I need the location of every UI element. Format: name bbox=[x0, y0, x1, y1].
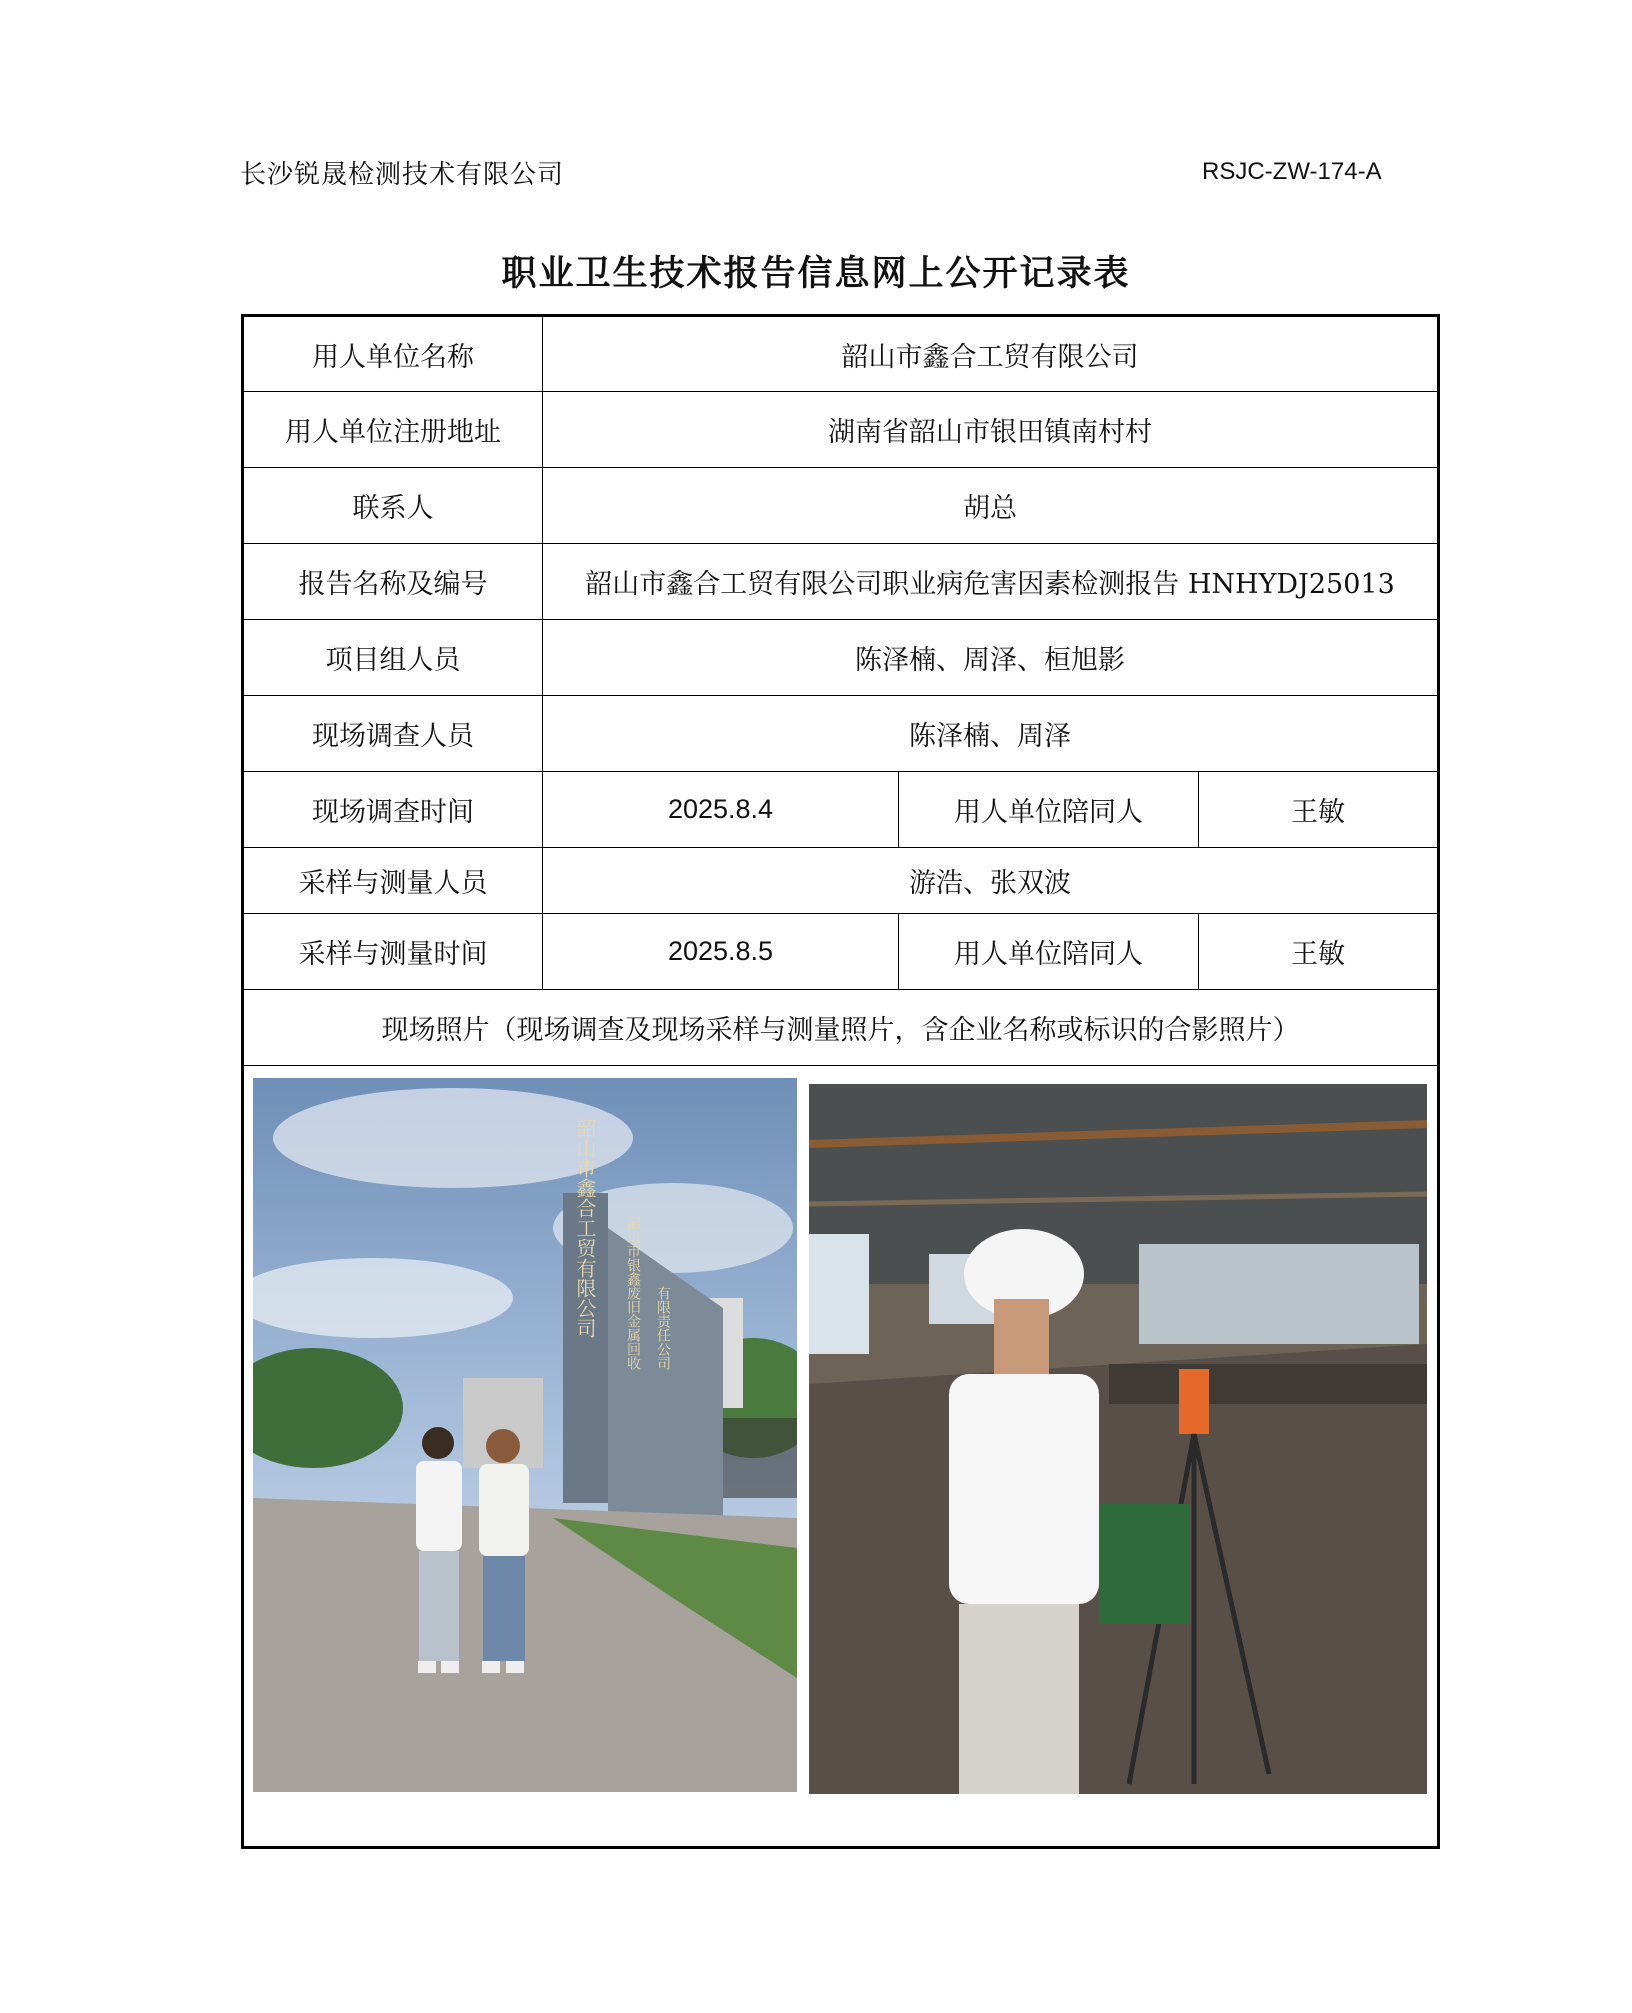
row-value: 湖南省韶山市银田镇南村村 bbox=[543, 392, 1439, 468]
sign-text-tertiary: 有限责任公司 bbox=[655, 1286, 671, 1370]
row-value: 陈泽楠、周泽、桓旭影 bbox=[543, 620, 1439, 696]
row-value: 胡总 bbox=[543, 468, 1439, 544]
row-value: 韶山市鑫合工贸有限公司职业病危害因素检测报告 HNHYDJ25013 bbox=[543, 544, 1439, 620]
sign-text-main: 韶山市鑫合工贸有限公司 bbox=[573, 1118, 597, 1338]
table-row bbox=[243, 914, 1439, 990]
company-name: 长沙锐晟检测技术有限公司 bbox=[240, 160, 565, 190]
group-photo-image bbox=[253, 1078, 797, 1792]
photo-row bbox=[243, 1066, 1439, 1848]
row-label: 采样与测量人员 bbox=[243, 848, 543, 914]
table-row bbox=[243, 468, 1439, 544]
table-row bbox=[243, 316, 1439, 392]
row-label: 项目组人员 bbox=[243, 620, 543, 696]
row-label: 用人单位注册地址 bbox=[243, 392, 543, 468]
row-label: 采样与测量时间 bbox=[243, 914, 543, 990]
row-value: 游浩、张双波 bbox=[543, 848, 1439, 914]
sampling-date: 2025.8.5 bbox=[543, 914, 899, 990]
record-table bbox=[241, 314, 1440, 1849]
row-label: 报告名称及编号 bbox=[243, 544, 543, 620]
photo-cell bbox=[243, 1066, 1439, 1848]
survey-date: 2025.8.4 bbox=[543, 772, 899, 848]
photos-heading: 现场照片（现场调查及现场采样与测量照片，含企业名称或标识的合影照片） bbox=[243, 990, 1439, 1066]
row-value: 陈泽楠、周泽 bbox=[543, 696, 1439, 772]
companion-label: 用人单位陪同人 bbox=[899, 914, 1199, 990]
sign-text-secondary: 韶山市银鑫废旧金属回收 bbox=[625, 1216, 641, 1370]
table-row bbox=[243, 848, 1439, 914]
table-row bbox=[243, 696, 1439, 772]
table-row bbox=[243, 990, 1439, 1066]
row-label: 联系人 bbox=[243, 468, 543, 544]
row-label: 用人单位名称 bbox=[243, 316, 543, 392]
row-label: 现场调查人员 bbox=[243, 696, 543, 772]
companion-name: 王敏 bbox=[1199, 772, 1439, 848]
document-code: RSJC-ZW-174-A bbox=[1202, 158, 1382, 185]
table-row bbox=[243, 620, 1439, 696]
row-value: 韶山市鑫合工贸有限公司 bbox=[543, 316, 1439, 392]
table-row bbox=[243, 772, 1439, 848]
companion-label: 用人单位陪同人 bbox=[899, 772, 1199, 848]
companion-name: 王敏 bbox=[1199, 914, 1439, 990]
table-row bbox=[243, 544, 1439, 620]
row-label: 现场调查时间 bbox=[243, 772, 543, 848]
table-row bbox=[243, 392, 1439, 468]
page-title: 职业卫生技术报告信息网上公开记录表 bbox=[501, 254, 1131, 294]
sampling-photo-image bbox=[809, 1084, 1427, 1794]
